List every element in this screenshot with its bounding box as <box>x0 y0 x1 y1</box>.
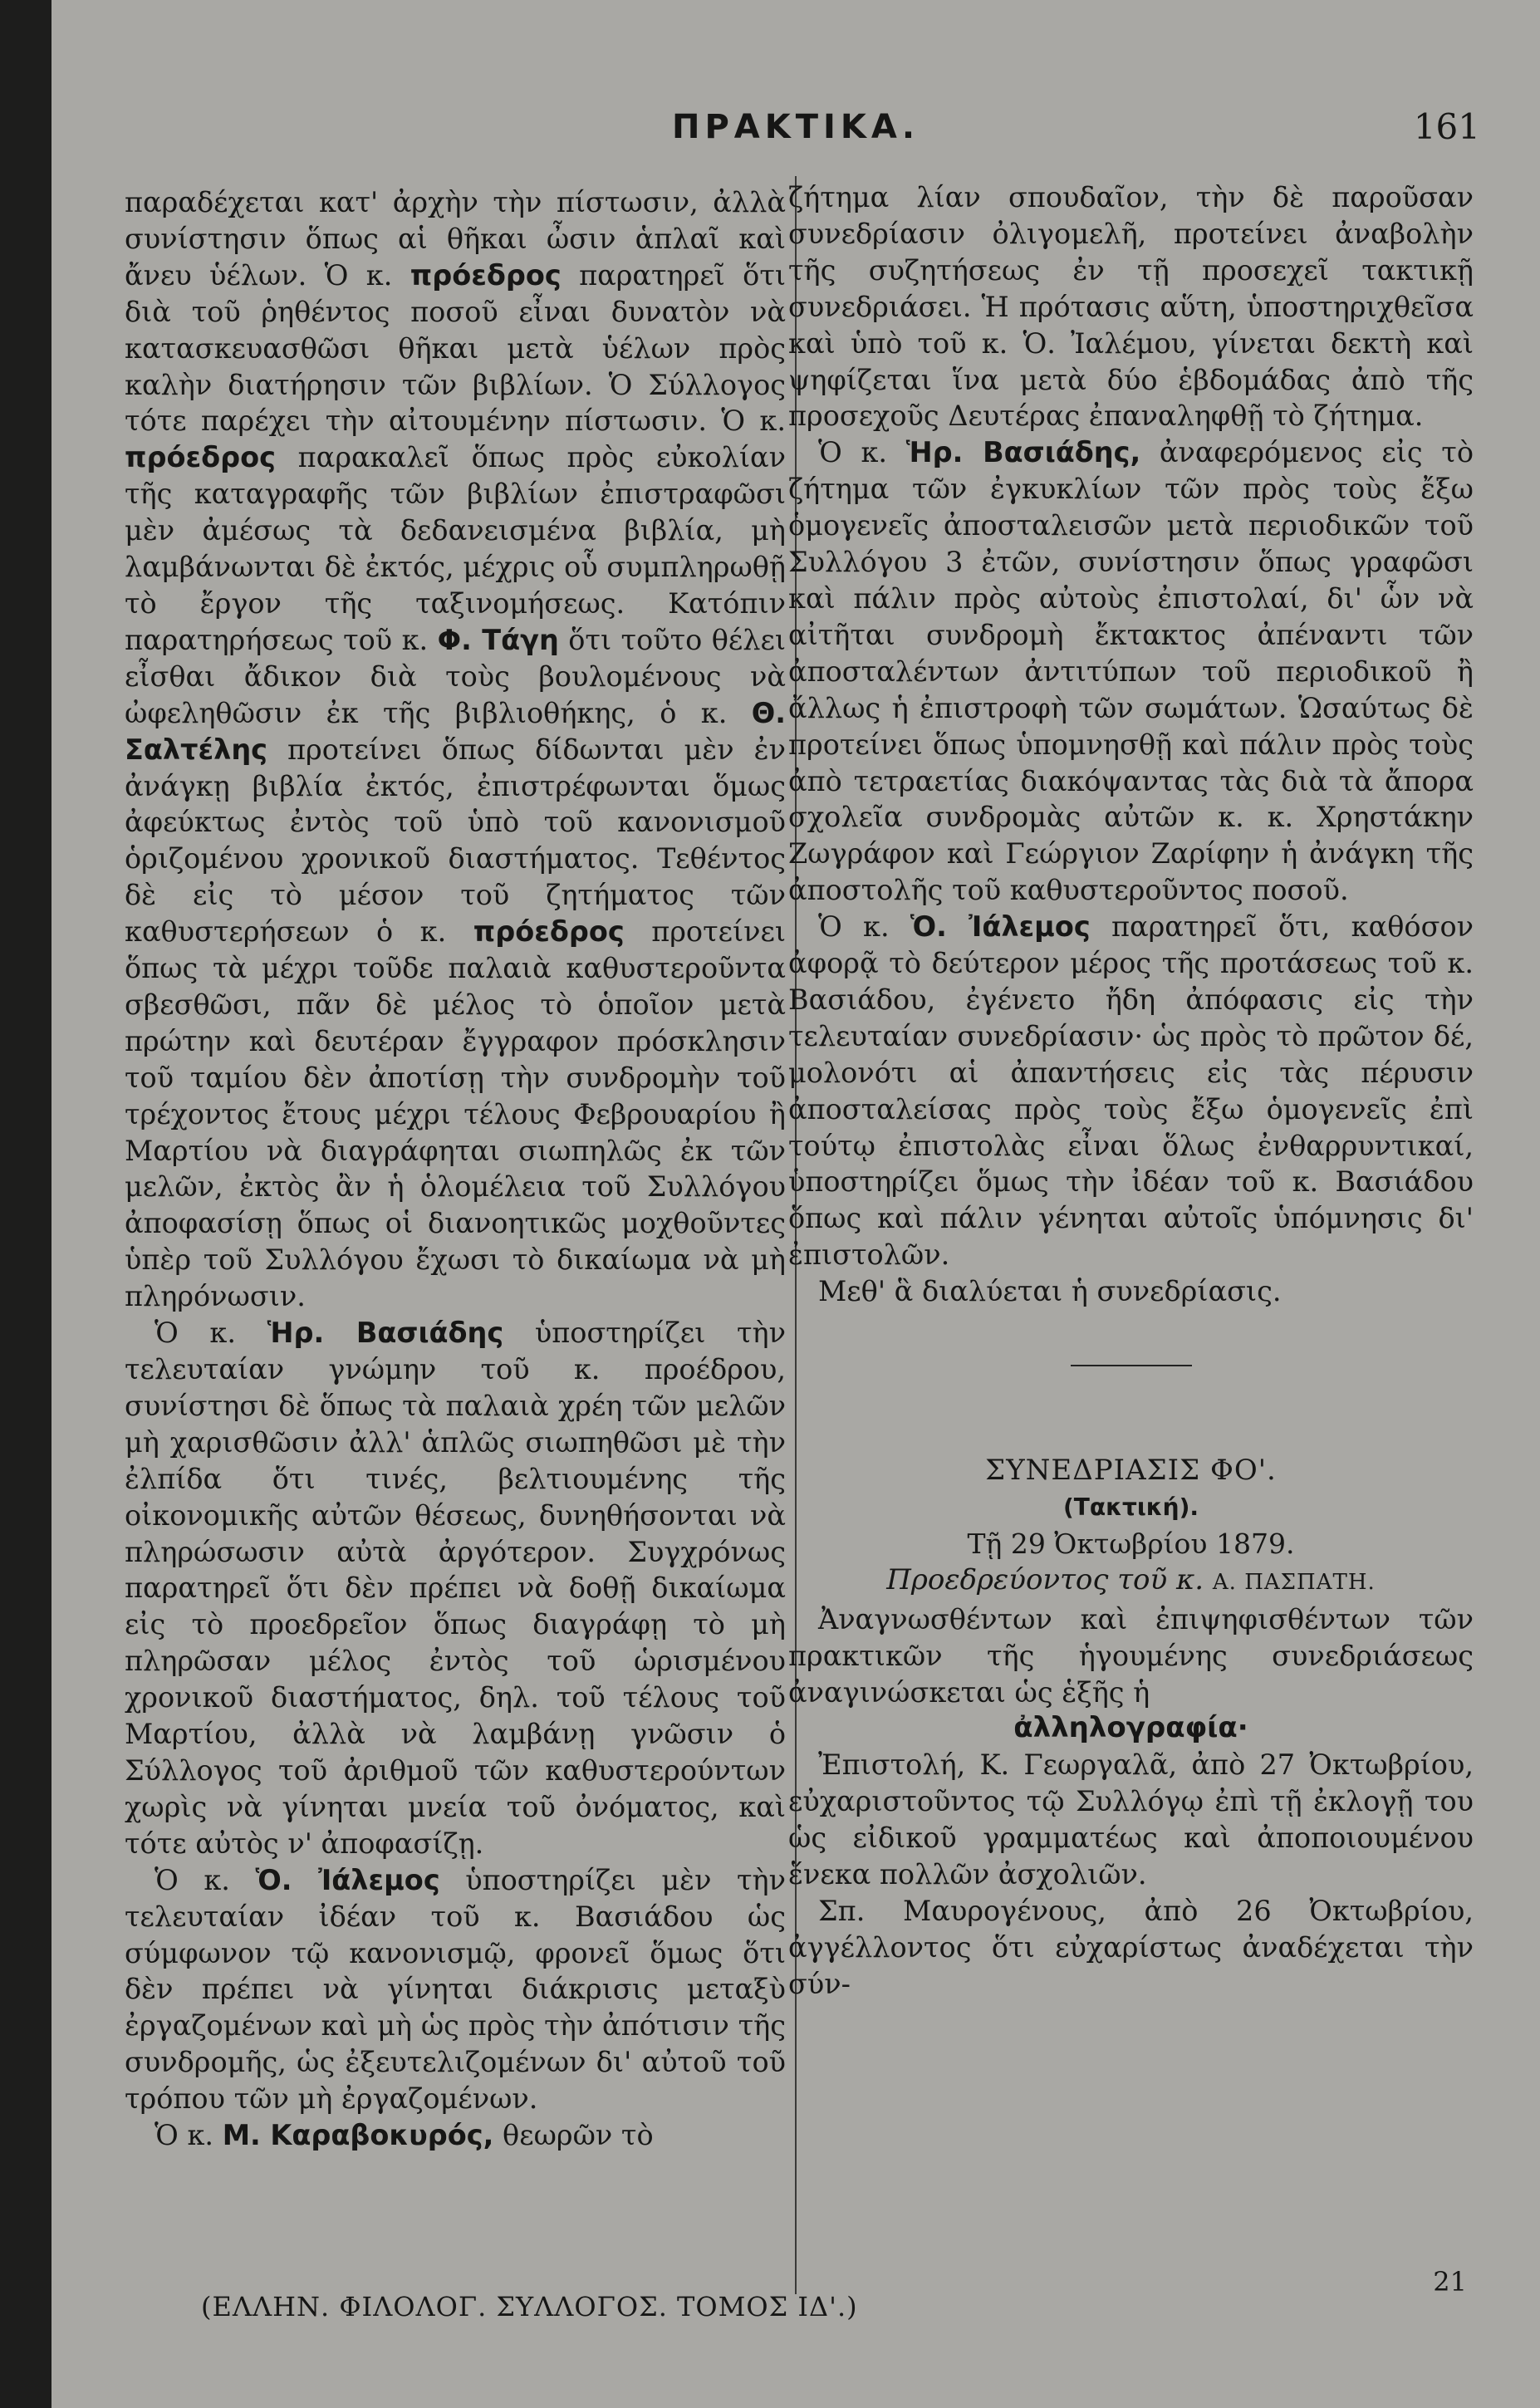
speaker-name: Ἡρ. Βασιάδης <box>267 1317 504 1350</box>
speaker-name: Θ. Σαλτέλης <box>125 696 786 766</box>
president-name: Α. ΠΑΣΠΑΤΗ. <box>1212 1569 1376 1595</box>
left-column <box>125 184 786 2154</box>
paragraph <box>788 1273 1474 1310</box>
page-number: 161 <box>1413 106 1480 147</box>
session-presidency <box>788 1562 1474 1601</box>
paragraph-text: παρατηρεῖ ὅτι, καθόσον ἀφορᾷ τὸ δεύτερον μέρος τῆς προτάσεως τοῦ κ. Βασιάδου, ἐγένετο ἤδη ἀπόφασις εἰς τὴν τελευταίαν συνεδρίασιν· ὡς πρὸς τὸ πρῶτον δέ, μολονότι αἱ ἀπαντήσεις εἰς τὰς πέρυσιν ἀποσταλείσας πρὸς τοὺς ἔξω ὁμογενεῖς ἐπὶ τούτῳ ἐπιστολὰς εἶναι ὅλως ἐνθαρρυντικαί, ὑποστηρίζει ὅμως τὴν ἰδέαν τοῦ κ. Βασιάδου ὅπως καὶ πάλιν γένηται αὐτοῖς ὑπόμνησις δι' ἐπιστολῶν. <box>788 910 1474 1272</box>
paragraph-text: Ὁ κ. <box>818 910 910 944</box>
paragraph <box>125 1315 786 1862</box>
section-separator <box>1071 1365 1192 1366</box>
paragraph-text: Σπ. Μαυρογένους, ἀπὸ 26 Ὀκτωβρίου, ἀγγέλλοντος ὅτι εὐχαρίστως ἀναδέχεται τὴν σύν- <box>788 1894 1474 2000</box>
presidency-label: Προεδρεύοντος τοῦ κ. <box>886 1562 1213 1596</box>
session-type: (Τακτική). <box>1062 1493 1199 1521</box>
correspondence-heading: ἀλληλογραφία· <box>1013 1711 1248 1745</box>
paragraph-text: ὑποστηρίζει τὴν τελευταίαν γνώμην τοῦ κ. προέδρου, συνίστησι δὲ ὅπως τὰ παλαιὰ χρέη τῶν μελῶν μὴ χαρισθῶσιν ἀλλ' ἁπλῶς σιωπηθῶσι μὲ τὴν ἐλπίδα ὅτι τινές, βελτιουμένης τῆς οἰκονομικῆς αὐτῶν θέσεως, δυνηθήσονται νὰ πληρώσωσιν αὐτὰ ἀργότερον. Συγχρόνως παρατηρεῖ ὅτι δὲν πρέπει νὰ δοθῇ δικαίωμα εἰς τὸ προεδρεῖον ὅπως διαγράφῃ τὸ μὴ πληρῶσαν μέλος ἐντὸς τοῦ ὡρισμένου χρονικοῦ διαστήματος, δηλ. τοῦ τέλους τοῦ Μαρτίου, ἀλλὰ νὰ λαμβάνῃ γνῶσιν ὁ Σύλλογος τοῦ ἀριθμοῦ τῶν καθυστερούντων χωρὶς νὰ γίνηται μνεία τοῦ ὀνόματος, καὶ τότε αὐτὸς ν' ἀποφασίζῃ. <box>125 1317 786 1860</box>
speaker-name: Φ. Τάγη <box>437 623 559 656</box>
right-column <box>788 179 1474 2003</box>
signature-mark: 21 <box>1433 2266 1467 2298</box>
paragraph <box>788 1893 1474 2003</box>
paragraph <box>788 434 1474 909</box>
session-title: ΣΥΝΕΔΡΙΑΣΙΣ ΦΟ'. <box>985 1454 1277 1488</box>
paragraph-text: προτείνει ὅπως τὰ μέχρι τοῦδε παλαιὰ καθυστεροῦντα σβεσθῶσι, πᾶν δὲ μέλος τὸ ὁποῖον μετὰ πρώτην καὶ δευτέραν ἔγγραφον πρόσκλησιν τοῦ ταμίου δὲν ἀποτίσῃ τὴν συνδρομὴν τοῦ τρέχοντος ἔτους μέχρι τέλους Φεβρουαρίου ἢ Μαρτίου νὰ διαγράφηται σιωπηλῶς ἐκ τῶν μελῶν, ἐκτὸς ἂν ἡ ὁλομέλεια τοῦ Συλλόγου ἀποφασίσῃ ὅπως οἱ διανοητικῶς μοχθοῦντες ὑπὲρ τοῦ Συλλόγου ἔχωσι τὸ δικαίωμα νὰ μὴ πληρόνωσιν. <box>125 915 786 1313</box>
speaker-name: Ὁ. Ἰάλεμος <box>255 1863 440 1896</box>
paragraph-text: ὅτι τοῦτο θέλει εἶσθαι ἄδικον διὰ τοὺς βουλομένους νὰ ὠφεληθῶσιν ἐκ τῆς βιβλιοθήκης, ὁ κ. <box>125 623 786 729</box>
speaker-name: Ὁ. Ἰάλεμος <box>910 910 1091 944</box>
paragraph-text: παρακαλεῖ ὅπως πρὸς εὐκολίαν τῆς καταγραφῆς τῶν βιβλίων ἐπιστραφῶσι μὲν ἀμέσως τὰ δεδανεισμένα βιβλία, μὴ λαμβάνωνται δὲ ἐκτός, μέχρις οὗ συμπληρωθῇ τὸ ἔργον τῆς ταξινομήσεως. Κατόπιν παρατηρήσεως τοῦ κ. <box>125 441 786 656</box>
paragraph <box>788 909 1474 1273</box>
paragraph-text: ἀναφερόμενος εἰς τὸ ζήτημα τῶν ἐγκυκλίων τῶν πρὸς τοὺς ἔξω ὁμογενεῖς ἀποσταλεισῶν μετὰ περιοδικῶν τοῦ Συλλόγου 3 ἐτῶν, συνίστησιν ὅπως γραφῶσι καὶ πάλιν πρὸς αὐτοὺς ἐπιστολαί, δι' ὧν νὰ αἰτῆται συνδρομὴ ἔκτακτος ἀπέναντι τῶν ἀποσταλέντων ἀντιτύπων τοῦ περιοδικοῦ ἢ ἄλλως ἡ ἐπιστροφὴ τῶν σωμάτων. Ὡσαύτως δὲ προτείνει ὅπως ὑπομνησθῇ καὶ πάλιν πρὸς τοὺς ἀπὸ τετραετίας διακόψαντας τὰς διὰ τὰ ἄπορα σχολεῖα συνδρομὰς αὐτῶν κ. κ. Χρηστάκην Ζωγράφον καὶ Γεώργιον Ζαρίφην ἡ ἀνάγκη τῆς ἀποστολῆς τοῦ καθυστεροῦντος ποσοῦ. <box>788 436 1474 907</box>
book-page <box>51 0 1540 2408</box>
paragraph-text: Ἐπιστολή, Κ. Γεωργαλᾶ, ἀπὸ 27 Ὀκτωβρίου, εὐχαριστοῦντος τῷ Συλλόγῳ ἐπὶ τῇ ἐκλογῇ του ὡς εἰδικοῦ γραμματέως καὶ ἀποποιουμένου ἕνεκα πολλῶν ἀσχολιῶν. <box>788 1748 1474 1891</box>
paragraph-text: Ὁ κ. <box>818 436 906 469</box>
paragraph-text: θεωρῶν τὸ <box>493 2119 654 2152</box>
paragraph-text: ὑποστηρίζει μὲν τὴν τελευταίαν ἰδέαν τοῦ κ. Βασιάδου ὡς σύμφωνον τῷ κανονισμῷ, φρονεῖ ὅμως ὅτι δὲν πρέπει νὰ γίνηται διάκρισις μεταξὺ ἐργαζομένων καὶ μὴ ὡς πρὸς τὴν ἀπότισιν τῆς συνδρομῆς, ὡς ἐξευτελιζομένων δι' αὐτοῦ τοῦ τρόπου τῶν μὴ ἐργαζομένων. <box>125 1863 786 2116</box>
paragraph <box>788 1601 1474 1711</box>
paragraph-text: Ὁ κ. <box>154 1863 256 1896</box>
speaker-name: Μ. Καραβοκυρός, <box>222 2119 494 2152</box>
paragraph <box>788 1747 1474 1893</box>
footer-line: (ΕΛΛΗΝ. ΦΙΛΟΛΟΓ. ΣΥΛΛΟΓΟΣ. ΤΟΜΟΣ ΙΔ'.) <box>201 2291 858 2322</box>
paragraph-text: παραδέχεται κατ' ἀρχὴν τὴν πίστωσιν, ἀλλὰ συνίστησιν ὅπως αἱ θῆκαι ὦσιν ἁπλαῖ καὶ ἄνευ ὑέλων. Ὁ κ. <box>125 186 786 292</box>
running-head: ΠΡΑΚΤΙΚΑ. <box>671 108 920 146</box>
speaker-name: πρόεδρος <box>125 441 277 474</box>
speaker-name: Ἡρ. Βασιάδης, <box>905 436 1141 469</box>
paragraph-text: προτείνει ὅπως δίδωνται μὲν ἐν ἀνάγκῃ βιβλία ἐκτός, ἐπιστρέφωνται ὅμως ἀφεύκτως ἐντὸς τοῦ ὑπὸ τοῦ κανονισμοῦ ὁριζομένου χρονικοῦ διαστήματος. Τεθέντος δὲ εἰς τὸ μέσον τοῦ ζητήματος τῶν καθυστερήσεων ὁ κ. <box>125 733 786 949</box>
paragraph-text: Μεθ' ἃ διαλύεται ἡ συνεδρίασις. <box>818 1275 1282 1308</box>
paragraph <box>125 184 786 1315</box>
session-date: Τῇ 29 Ὀκτωβρίου 1879. <box>967 1527 1295 1560</box>
speaker-name: πρόεδρος <box>473 915 625 949</box>
paragraph <box>788 179 1474 434</box>
paragraph-text: Ὁ κ. <box>154 1317 267 1350</box>
paragraph <box>125 1862 786 2117</box>
paragraph-text: Ὁ κ. <box>154 2119 223 2152</box>
paragraph-text: παρατηρεῖ ὅτι διὰ τοῦ ῥηθέντος ποσοῦ εἶναι δυνατὸν νὰ κατασκευασθῶσι θῆκαι μετὰ ὑέλων πρὸς καλὴν διατήρησιν τῶν βιβλίων. Ὁ Σύλλογος τότε παρέχει τὴν αἰτουμένην πίστωσιν. Ὁ κ. <box>125 258 786 438</box>
paragraph-text: Ἀναγνωσθέντων καὶ ἐπιψηφισθέντων τῶν πρακτικῶν τῆς ἡγουμένης συνεδριάσεως ἀναγινώσκεται ὡς ἑξῆς ἡ <box>788 1602 1474 1709</box>
speaker-name: πρόεδρος <box>410 258 562 292</box>
paragraph-text: ζήτημα λίαν σπουδαῖον, τὴν δὲ παροῦσαν συνεδρίασιν ὀλιγομελῆ, προτείνει ἀναβολὴν τῆς συζητήσεως ἐν τῇ προσεχεῖ τακτικῇ συνεδριάσει. Ἡ πρότασις αὕτη, ὑποστηριχθεῖσα καὶ ὑπὸ τοῦ κ. Ὁ. Ἰαλέμου, γίνεται δεκτὴ καὶ ψηφίζεται ἵνα μετὰ δύο ἑβδομάδας ἀπὸ τῆς προσεχοῦς Δευτέρας ἐπαναληφθῇ τὸ ζήτημα. <box>788 181 1474 433</box>
paragraph <box>125 2117 786 2154</box>
